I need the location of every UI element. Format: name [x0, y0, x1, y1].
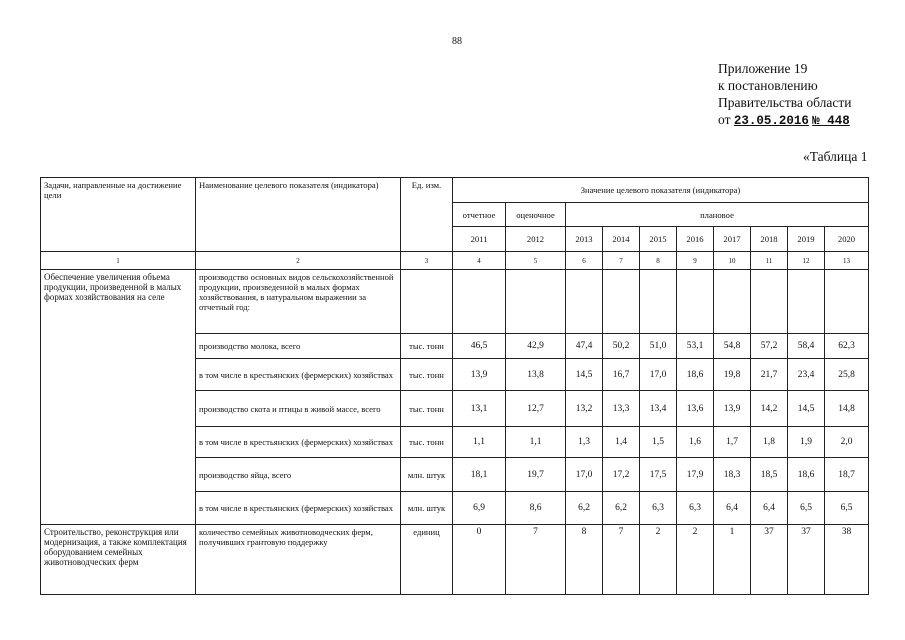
- appendix-line3: Правительства области: [718, 95, 852, 110]
- indicator-table: [40, 177, 869, 595]
- value-cell: 6,3: [640, 492, 677, 525]
- year-header: 2017: [714, 227, 751, 252]
- column-number: 1: [41, 252, 196, 270]
- appendix-line1: Приложение 19: [718, 61, 808, 76]
- unit-cell: тыс. тонн: [401, 359, 453, 391]
- value-cell: 18,7: [825, 458, 869, 492]
- value-cell: [566, 270, 603, 334]
- value-cell: 1,6: [677, 427, 714, 458]
- indicator-cell: производство скота и птицы в живой массе, всего: [196, 391, 401, 427]
- value-cell: 1,7: [714, 427, 751, 458]
- indicator-cell: в том числе в крестьянских (фермерских) хозяйствах: [196, 359, 401, 391]
- value-cell: 7: [603, 525, 640, 595]
- column-number: 12: [788, 252, 825, 270]
- year-header: 2013: [566, 227, 603, 252]
- value-cell: 37: [788, 525, 825, 595]
- value-cell: 17,5: [640, 458, 677, 492]
- column-number: 10: [714, 252, 751, 270]
- value-cell: 46,5: [453, 334, 506, 359]
- value-cell: 18,1: [453, 458, 506, 492]
- year-header: 2020: [825, 227, 869, 252]
- header-tasks: Задачи, направленные на достижение цели: [41, 178, 196, 252]
- page-number: 88: [452, 36, 462, 47]
- value-cell: 1,3: [566, 427, 603, 458]
- column-number: 6: [566, 252, 603, 270]
- value-cell: 18,5: [751, 458, 788, 492]
- value-cell: 6,4: [714, 492, 751, 525]
- value-cell: 17,9: [677, 458, 714, 492]
- column-number: 3: [401, 252, 453, 270]
- value-cell: 17,2: [603, 458, 640, 492]
- value-cell: [751, 270, 788, 334]
- year-header: 2018: [751, 227, 788, 252]
- value-cell: 25,8: [825, 359, 869, 391]
- value-cell: 14,5: [788, 391, 825, 427]
- value-cell: 1,9: [788, 427, 825, 458]
- appendix-date-line: [718, 111, 851, 130]
- value-cell: 6,5: [788, 492, 825, 525]
- value-cell: [825, 270, 869, 334]
- column-number: 2: [196, 252, 401, 270]
- header-value: Значение целевого показателя (индикатора): [453, 178, 869, 203]
- header-reported: отчетное: [453, 203, 506, 227]
- resolution-number: № 448: [812, 114, 850, 128]
- value-cell: 18,6: [788, 458, 825, 492]
- column-number: 13: [825, 252, 869, 270]
- value-cell: 13,8: [506, 359, 566, 391]
- value-cell: 1,8: [751, 427, 788, 458]
- column-number: 4: [453, 252, 506, 270]
- task-cell: Обеспечение увеличения объема продукции, произведенной в малых формах хозяйствования на селе: [41, 270, 196, 525]
- indicator-cell: в том числе в крестьянских (фермерских) хозяйствах: [196, 492, 401, 525]
- value-cell: 1,1: [453, 427, 506, 458]
- year-header: 2012: [506, 227, 566, 252]
- value-cell: [788, 270, 825, 334]
- column-number: 11: [751, 252, 788, 270]
- indicator-cell: количество семейных животноводческих ферм, получивших грантовую поддержку: [196, 525, 401, 595]
- value-cell: 19,8: [714, 359, 751, 391]
- value-cell: 50,2: [603, 334, 640, 359]
- value-cell: [640, 270, 677, 334]
- value-cell: 13,2: [566, 391, 603, 427]
- value-cell: 1,5: [640, 427, 677, 458]
- value-cell: [603, 270, 640, 334]
- value-cell: 54,8: [714, 334, 751, 359]
- unit-cell: единиц: [401, 525, 453, 595]
- appendix-block: [718, 60, 851, 130]
- value-cell: 57,2: [751, 334, 788, 359]
- value-cell: 2,0: [825, 427, 869, 458]
- value-cell: 1,1: [506, 427, 566, 458]
- indicator-cell: производство молока, всего: [196, 334, 401, 359]
- value-cell: 14,5: [566, 359, 603, 391]
- value-cell: 37: [751, 525, 788, 595]
- value-cell: 12,7: [506, 391, 566, 427]
- task-cell: Строительство, реконструкция или модернизация, а также комплектация оборудованием семейных животноводческих ферм: [41, 525, 196, 595]
- table-caption: «Таблица 1: [803, 149, 868, 164]
- column-number: 9: [677, 252, 714, 270]
- header-planned: плановое: [566, 203, 869, 227]
- year-header: 2014: [603, 227, 640, 252]
- value-cell: 0: [453, 525, 506, 595]
- value-cell: 13,6: [677, 391, 714, 427]
- value-cell: 51,0: [640, 334, 677, 359]
- value-cell: 17,0: [566, 458, 603, 492]
- value-cell: [714, 270, 751, 334]
- column-number: 7: [603, 252, 640, 270]
- unit-cell: млн. штук: [401, 492, 453, 525]
- value-cell: 1: [714, 525, 751, 595]
- value-cell: 7: [506, 525, 566, 595]
- table-row: [41, 270, 869, 334]
- value-cell: 6,2: [603, 492, 640, 525]
- value-cell: 14,2: [751, 391, 788, 427]
- value-cell: 17,0: [640, 359, 677, 391]
- column-number: 5: [506, 252, 566, 270]
- header-estimated: оценочное: [506, 203, 566, 227]
- header-unit: Ед. изм.: [401, 178, 453, 252]
- value-cell: 1,4: [603, 427, 640, 458]
- value-cell: 18,3: [714, 458, 751, 492]
- year-header: 2016: [677, 227, 714, 252]
- value-cell: 6,9: [453, 492, 506, 525]
- value-cell: 19,7: [506, 458, 566, 492]
- year-header: 2011: [453, 227, 506, 252]
- value-cell: 13,1: [453, 391, 506, 427]
- year-header: 2019: [788, 227, 825, 252]
- value-cell: 2: [677, 525, 714, 595]
- value-cell: 6,4: [751, 492, 788, 525]
- header-indicator: Наименование целевого показателя (индикатора): [196, 178, 401, 252]
- value-cell: 13,9: [714, 391, 751, 427]
- value-cell: 21,7: [751, 359, 788, 391]
- year-header: 2015: [640, 227, 677, 252]
- value-cell: [506, 270, 566, 334]
- value-cell: 53,1: [677, 334, 714, 359]
- date-prefix: от: [718, 112, 731, 127]
- value-cell: 16,7: [603, 359, 640, 391]
- value-cell: 23,4: [788, 359, 825, 391]
- value-cell: 42,9: [506, 334, 566, 359]
- value-cell: 8,6: [506, 492, 566, 525]
- value-cell: 62,3: [825, 334, 869, 359]
- indicator-cell: производство основных видов сельскохозяйственной продукции, произведенной в малых формах хозяйствования, в натуральном выражении за отчетный год:: [196, 270, 401, 334]
- column-number: 8: [640, 252, 677, 270]
- value-cell: 18,6: [677, 359, 714, 391]
- value-cell: 13,3: [603, 391, 640, 427]
- unit-cell: млн. штук: [401, 458, 453, 492]
- value-cell: 2: [640, 525, 677, 595]
- value-cell: 14,8: [825, 391, 869, 427]
- value-cell: 6,5: [825, 492, 869, 525]
- resolution-date: 23.05.2016: [733, 114, 809, 128]
- value-cell: 6,3: [677, 492, 714, 525]
- indicator-cell: в том числе в крестьянских (фермерских) хозяйствах: [196, 427, 401, 458]
- value-cell: [453, 270, 506, 334]
- value-cell: [677, 270, 714, 334]
- unit-cell: тыс. тонн: [401, 334, 453, 359]
- value-cell: 47,4: [566, 334, 603, 359]
- value-cell: 13,9: [453, 359, 506, 391]
- table-row: [41, 525, 869, 595]
- value-cell: 6,2: [566, 492, 603, 525]
- value-cell: 13,4: [640, 391, 677, 427]
- appendix-line2: к постановлению: [718, 78, 818, 93]
- value-cell: 38: [825, 525, 869, 595]
- unit-cell: [401, 270, 453, 334]
- value-cell: 8: [566, 525, 603, 595]
- value-cell: 58,4: [788, 334, 825, 359]
- unit-cell: тыс. тонн: [401, 391, 453, 427]
- indicator-cell: производство яйца, всего: [196, 458, 401, 492]
- unit-cell: тыс. тонн: [401, 427, 453, 458]
